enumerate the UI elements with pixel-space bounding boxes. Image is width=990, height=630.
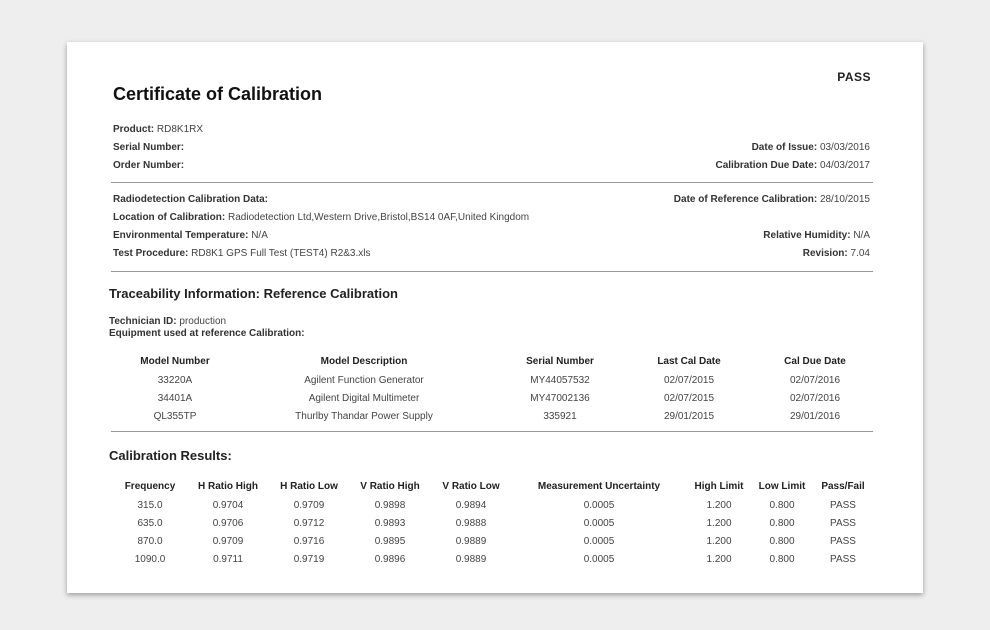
- serial-label: Serial Number:: [113, 142, 185, 153]
- table-cell: 33220A: [157, 374, 193, 386]
- certificate-page: [67, 42, 923, 593]
- table-cell: 0.9889: [455, 553, 487, 565]
- column-header: Measurement Uncertainty: [537, 481, 661, 492]
- table-cell: 0.9706: [212, 517, 244, 529]
- column-header: High Limit: [694, 481, 744, 492]
- column-header: Cal Due Date: [784, 356, 846, 367]
- table-cell: 0.9709: [212, 535, 244, 547]
- column-header: Low Limit: [758, 481, 806, 492]
- technician-label: Technician ID:: [109, 316, 177, 327]
- results-title: Calibration Results:: [109, 448, 232, 463]
- table-cell: 0.9704: [212, 499, 244, 511]
- results-table: [113, 477, 873, 568]
- column-header: Serial Number: [526, 356, 594, 367]
- table-cell: 02/07/2015: [663, 374, 715, 386]
- table-row: [113, 496, 873, 514]
- table-cell: 0.0005: [583, 535, 615, 547]
- table-cell: 0.0005: [583, 499, 615, 511]
- product-value: RD8K1RX: [156, 124, 204, 135]
- column-header: Model Number: [140, 356, 210, 367]
- column-header: V Ratio High: [360, 481, 420, 492]
- equipment-field: [109, 328, 305, 339]
- table-cell: Thurlby Thandar Power Supply: [295, 410, 433, 422]
- table-cell: 34401A: [157, 392, 193, 404]
- calibration-data-label: Radiodetection Calibration Data:: [113, 194, 269, 205]
- table-cell: 315.0: [137, 499, 163, 511]
- table-row: [113, 550, 873, 568]
- column-header: Frequency: [124, 481, 176, 492]
- table-row: [113, 532, 873, 550]
- table-cell: Agilent Digital Multimeter: [308, 392, 420, 404]
- equipment-table: [111, 352, 883, 425]
- table-cell: 0.800: [769, 499, 795, 511]
- product-field: [113, 124, 203, 135]
- table-cell: MY44057532: [530, 374, 590, 386]
- test-procedure-label: Test Procedure:: [113, 248, 189, 259]
- divider-3: [111, 431, 873, 432]
- table-cell: 335921: [543, 410, 577, 422]
- table-cell: PASS: [830, 517, 856, 529]
- issue-date-label: Date of Issue:: [751, 142, 818, 153]
- table-cell: 0.9889: [455, 535, 487, 547]
- column-header: Pass/Fail: [821, 481, 865, 492]
- table-cell: PASS: [830, 499, 856, 511]
- table-cell: 0.9711: [213, 553, 243, 565]
- divider-1: [111, 182, 873, 183]
- table-cell: 0.9893: [374, 517, 406, 529]
- due-date-field: [715, 160, 870, 171]
- humidity-value: N/A: [853, 230, 870, 241]
- results-table-header: [113, 477, 873, 496]
- reference-calibration-field: [674, 194, 870, 205]
- order-field: [113, 160, 184, 171]
- table-cell: MY47002136: [530, 392, 590, 404]
- table-cell: 0.800: [769, 553, 795, 565]
- location-field: [113, 212, 529, 223]
- table-cell: 0.9895: [374, 535, 406, 547]
- column-header: Last Cal Date: [657, 356, 721, 367]
- table-cell: 870.0: [137, 535, 163, 547]
- table-cell: 02/07/2016: [789, 392, 841, 404]
- test-procedure-field: [113, 248, 370, 259]
- technician-value: production: [179, 316, 227, 327]
- location-label: Location of Calibration:: [113, 212, 226, 223]
- revision-field: [803, 248, 870, 259]
- table-row: [111, 371, 883, 389]
- location-value: Radiodetection Ltd,Western Drive,Bristol,BS14 0AF,United Kingdom: [228, 212, 530, 223]
- table-cell: 0.9894: [455, 499, 487, 511]
- humidity-label: Relative Humidity:: [763, 230, 851, 241]
- table-cell: Agilent Function Generator: [304, 374, 424, 386]
- table-cell: QL355TP: [153, 410, 197, 422]
- environmental-temperature-field: [113, 230, 268, 241]
- table-cell: 02/07/2015: [663, 392, 715, 404]
- table-cell: 0.9719: [293, 553, 325, 565]
- revision-label: Revision:: [802, 248, 848, 259]
- equipment-label: Equipment used at reference Calibration:: [109, 328, 305, 339]
- table-cell: 0.9712: [293, 517, 325, 529]
- calibration-data-heading: [113, 194, 268, 205]
- column-header: V Ratio Low: [442, 481, 500, 492]
- table-cell: 0.800: [769, 535, 795, 547]
- table-cell: 0.9709: [293, 499, 325, 511]
- product-label: Product:: [113, 124, 155, 135]
- table-row: [111, 389, 883, 407]
- test-procedure-value: RD8K1 GPS Full Test (TEST4) R2&3.xls: [191, 248, 371, 259]
- table-cell: 0.9888: [455, 517, 487, 529]
- table-cell: 1.200: [706, 499, 732, 511]
- table-cell: 0.9898: [374, 499, 406, 511]
- overall-status: PASS: [837, 70, 871, 84]
- issue-date-field: [752, 142, 870, 153]
- table-cell: 1.200: [706, 553, 732, 565]
- table-cell: 0.9716: [293, 535, 325, 547]
- table-cell: 0.800: [769, 517, 795, 529]
- revision-value: 7.04: [850, 248, 870, 259]
- technician-field: [109, 316, 226, 327]
- environmental-temperature-label: Environmental Temperature:: [113, 230, 249, 241]
- environmental-temperature-value: N/A: [251, 230, 268, 241]
- page-title: Certificate of Calibration: [113, 84, 323, 104]
- column-header: H Ratio Low: [280, 481, 338, 492]
- table-cell: 29/01/2015: [663, 410, 715, 422]
- due-date-value: 04/03/2017: [819, 160, 870, 171]
- reference-calibration-value: 28/10/2015: [819, 194, 870, 205]
- traceability-title: Traceability Information: Reference Calibration: [109, 286, 398, 301]
- column-header: Model Description: [320, 356, 408, 367]
- table-cell: PASS: [830, 535, 856, 547]
- humidity-field: [763, 230, 870, 241]
- reference-calibration-label: Date of Reference Calibration:: [673, 194, 818, 205]
- due-date-label: Calibration Due Date:: [715, 160, 818, 171]
- table-cell: 02/07/2016: [789, 374, 841, 386]
- serial-field: [113, 142, 184, 153]
- table-cell: 29/01/2016: [789, 410, 841, 422]
- table-row: [113, 514, 873, 532]
- issue-date-value: 03/03/2016: [819, 142, 870, 153]
- column-header: H Ratio High: [198, 481, 258, 492]
- table-cell: 635.0: [137, 517, 163, 529]
- table-cell: 1.200: [706, 517, 732, 529]
- table-cell: 0.9896: [374, 553, 406, 565]
- table-cell: 0.0005: [583, 517, 615, 529]
- table-cell: 1090.0: [134, 553, 166, 565]
- table-cell: 0.0005: [583, 553, 615, 565]
- order-label: Order Number:: [113, 160, 185, 171]
- table-row: [111, 407, 883, 425]
- table-cell: PASS: [830, 553, 856, 565]
- equipment-table-header: [111, 352, 883, 371]
- divider-2: [111, 271, 873, 272]
- table-cell: 1.200: [706, 535, 732, 547]
